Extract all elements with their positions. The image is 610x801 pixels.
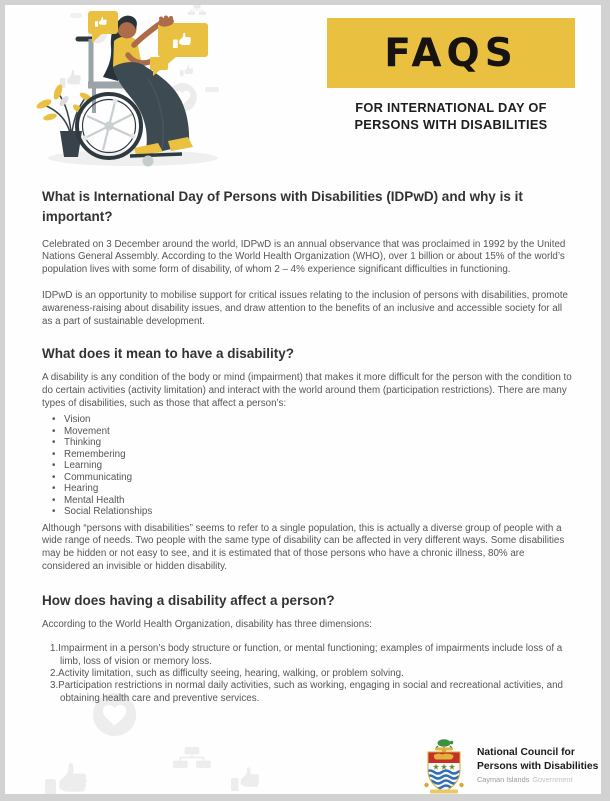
banner-subtitle bbox=[327, 100, 575, 133]
section-heading-2: What does it mean to have a disability? bbox=[42, 346, 295, 362]
org-name-line1: National Council for bbox=[477, 747, 575, 759]
thumbs-up-icon bbox=[231, 763, 261, 791]
government-word: Government bbox=[532, 774, 573, 784]
banner-subtitle-line2: PERSONS WITH DISABILITIES bbox=[354, 116, 548, 132]
list-item: • Mental Health bbox=[52, 495, 574, 507]
government-line bbox=[477, 775, 598, 784]
numbered-item: 2.Activity limitation, such as difficulty seeing, hearing, walking, or problem solving. bbox=[50, 668, 404, 679]
numbered-item: 1.Impairment in a person’s body structure or function, or mental functioning; examples of impairments include loss of a limb, loss of vision or memory loss. bbox=[50, 643, 563, 667]
government-name: Cayman Islands bbox=[477, 774, 530, 784]
thumbs-up-icon bbox=[60, 70, 81, 88]
banner-subtitle-line1: FOR INTERNATIONAL DAY OF bbox=[355, 100, 547, 115]
disability-types-list bbox=[42, 414, 574, 518]
paragraph: Although “persons with disabilities” seems to refer to a single population, this is actually a diverse group of people with a wide range of needs. Two people with the same type of disability can be affected in very different ways. Some disabilities may be hidden or not easy to see, and it is estimated that of those persons who have a chronic illness, 80% are considered an invisible or hidden disability. bbox=[42, 522, 565, 573]
flowchart-icon bbox=[173, 747, 213, 770]
flowchart-icon bbox=[188, 5, 206, 15]
dimensions-list bbox=[50, 643, 574, 704]
thumbs-up-icon bbox=[45, 757, 90, 794]
thumbs-up-icon bbox=[180, 65, 193, 76]
paragraph: IDPwD is an opportunity to mobilise support for critical issues relating to the inclusion of persons with disabilities, promote awareness-raising about disability issues, and draw attention to the benefits of an inclusive and accessible society for all as a part of sustainable development. bbox=[42, 290, 569, 328]
list-item: • Vision bbox=[52, 414, 574, 426]
document-body bbox=[42, 187, 574, 705]
footer-logo-text bbox=[477, 746, 598, 784]
banner-title: FAQS bbox=[384, 30, 518, 76]
hero-illustration bbox=[30, 5, 280, 190]
paragraph: A disability is any condition of the body or mind (impairment) that makes it more difficult for the person with the condition to do certain activities (activity limitation) and interact with the world around them (participation restrictions). There are many types of disabilities, such as those that affect a person’s: bbox=[42, 372, 572, 410]
list-item: • Communicating bbox=[52, 472, 574, 484]
list-item: • Remembering bbox=[52, 449, 574, 461]
section-heading-3: How does having a disability affect a person? bbox=[42, 593, 335, 609]
list-item: • Hearing bbox=[52, 483, 574, 495]
footer-logo bbox=[420, 736, 598, 794]
org-name-line2: Persons with Disabilities bbox=[477, 760, 599, 772]
list-item: • Social Relationships bbox=[52, 506, 574, 518]
document-page bbox=[5, 5, 601, 794]
list-item: • Thinking bbox=[52, 437, 574, 449]
wheelchair-wheel bbox=[77, 94, 141, 158]
faqs-banner bbox=[327, 18, 575, 88]
list-item: • Learning bbox=[52, 460, 574, 472]
cayman-islands-crest bbox=[420, 736, 468, 794]
list-item: • Movement bbox=[52, 426, 574, 438]
section-heading-1: What is International Day of Persons with Disabilities (IDPwD) and why is it important? bbox=[42, 189, 523, 225]
paragraph: Celebrated on 3 December around the world, IDPwD is an annual observance that was proclaimed in 1992 by the United Nations General Assembly. According to the World Health Organization (WHO), over 1 billion or about 15% of the world’s population lives with some form of disability, of whom 2 – 4% experience significant difficulties in functioning. bbox=[42, 238, 566, 276]
paragraph: According to the World Health Organization, disability has three dimensions: bbox=[42, 619, 372, 631]
numbered-item: 3.Participation restrictions in normal daily activities, such as working, engaging in social and recreational activities, and obtaining health care and preventive services. bbox=[50, 680, 563, 704]
